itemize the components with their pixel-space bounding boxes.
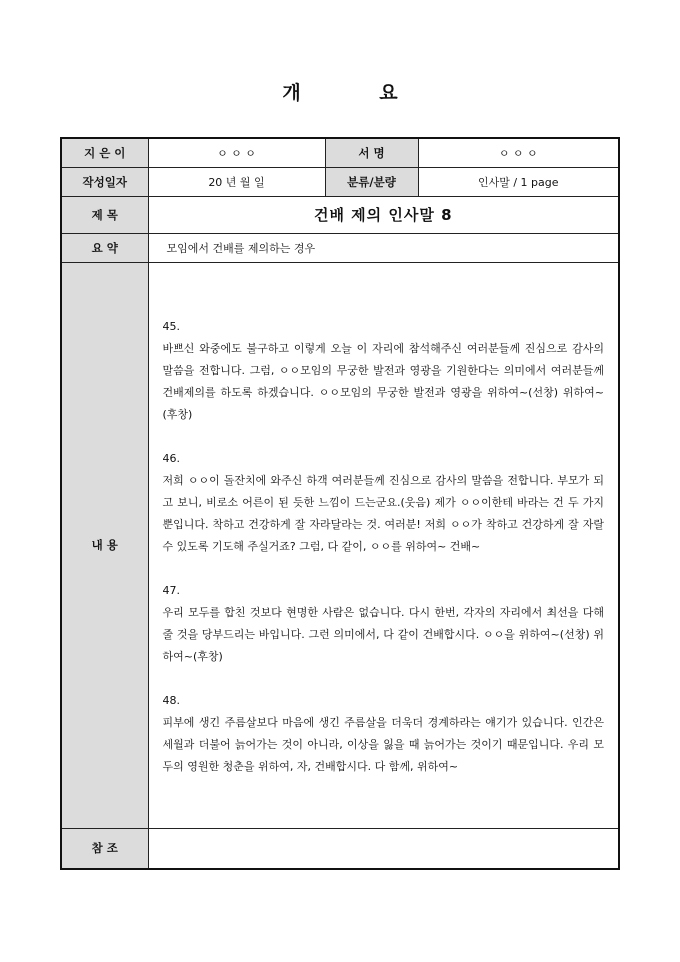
summary-value: 모임에서 건배를 제의하는 경우 bbox=[148, 233, 619, 262]
paragraph bbox=[163, 690, 605, 778]
category-label: 분류/분량 bbox=[325, 167, 418, 196]
paragraph-number: 48. bbox=[162, 694, 180, 707]
content-body bbox=[148, 262, 619, 828]
paragraph-number: 46. bbox=[162, 452, 180, 465]
paragraph-text: 저희 ㅇㅇ이 돌잔치에 와주신 하객 여러분들께 진심으로 감사의 말씀을 전합니다. 부모가 되고 보니, 비로소 어른이 된 듯한 느낌이 드는군요.(웃음) 제가 ㅇㅇ이한테 바라는 건 두 가지뿐입니다. 착하고 건강하게 잘 자라달라는 것. 여러분! 저희 ㅇㅇ가 착하고 건강하게 잘 자랄 수 있도록 기도해 주실거죠? 그럼, 다 같이, ㅇㅇ를 위하여~ 건배~ bbox=[162, 474, 604, 553]
book-name-value: ㅇ ㅇ ㅇ bbox=[418, 138, 619, 167]
date-label: 작성일자 bbox=[61, 167, 148, 196]
date-value: 20 년 월 일 bbox=[148, 167, 325, 196]
category-value: 인사말 / 1 page bbox=[418, 167, 619, 196]
paragraph-text: 바쁘신 와중에도 불구하고 이렇게 오늘 이 자리에 참석해주신 여러분들께 진심으로 감사의 말씀을 전합니다. 그럼, ㅇㅇ모임의 무궁한 발전과 영광을 기원한다는 의미에서 여러분들께 건배제의를 하도록 하겠습니다. ㅇㅇ모임의 무궁한 발전과 영광을 위하여~(선창) 위하여~(후창) bbox=[162, 342, 604, 421]
author-row bbox=[61, 138, 619, 167]
page-title: 개 요 bbox=[282, 82, 434, 104]
summary-label: 요 약 bbox=[61, 233, 148, 262]
date-row bbox=[61, 167, 619, 196]
document-form-table bbox=[60, 137, 620, 870]
content-label: 내 용 bbox=[61, 262, 148, 828]
author-label: 지 은 이 bbox=[61, 138, 148, 167]
reference-value bbox=[148, 828, 619, 869]
book-name-label: 서 명 bbox=[325, 138, 418, 167]
subject-label: 제 목 bbox=[61, 196, 148, 233]
content-row bbox=[61, 262, 619, 828]
paragraph-number: 47. bbox=[162, 584, 180, 597]
reference-label: 참 조 bbox=[61, 828, 148, 869]
paragraph-text: 우리 모두를 합친 것보다 현명한 사람은 없습니다. 다시 한번, 각자의 자리에서 최선을 다해줄 것을 당부드리는 바입니다. 그런 의미에서, 다 같이 건배합시다. ㅇㅇ을 위하여~(선창) 위하여~(후창) bbox=[162, 606, 604, 663]
paragraph bbox=[163, 448, 605, 558]
paragraph bbox=[163, 580, 605, 668]
author-value: ㅇ ㅇ ㅇ bbox=[148, 138, 325, 167]
summary-row bbox=[61, 233, 619, 262]
paragraph bbox=[163, 316, 605, 426]
paragraph-text: 피부에 생긴 주름살보다 마음에 생긴 주름살을 더욱더 경계하라는 얘기가 있습니다. 인간은 세월과 더불어 늙어가는 것이 아니라, 이상을 잃을 때 늙어가는 것이기 때문입니다. 우리 모두의 영원한 청춘을 위하여, 자, 건배합시다. 다 함께, 위하여~ bbox=[162, 716, 604, 773]
paragraph-number: 45. bbox=[162, 320, 180, 333]
reference-row bbox=[61, 828, 619, 869]
subject-value: 건배 제의 인사말 8 bbox=[148, 196, 619, 233]
subject-row bbox=[61, 196, 619, 233]
